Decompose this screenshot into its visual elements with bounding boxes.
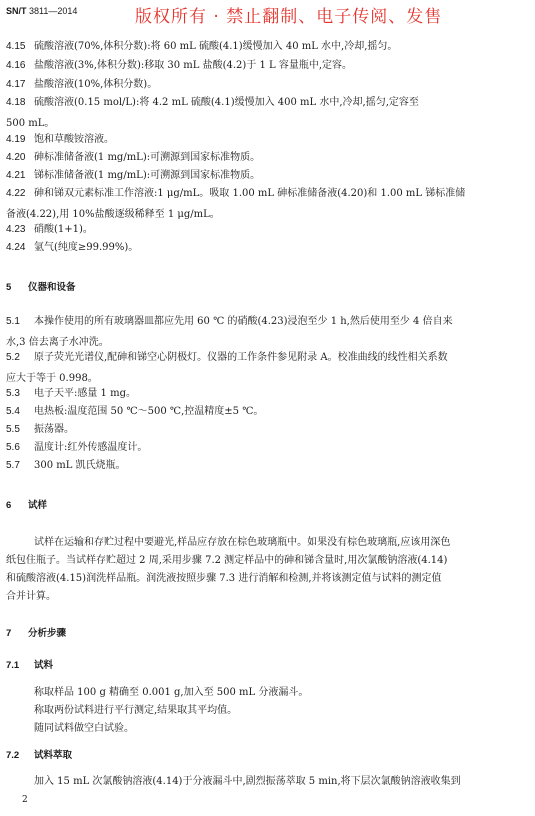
list-item bbox=[6, 441, 147, 454]
item-text-continued: 应大于等于 0.998。 bbox=[6, 373, 98, 384]
list-item bbox=[6, 96, 419, 109]
list-item bbox=[6, 387, 136, 400]
paragraph-line: 纸包住瓶子。当试样存贮超过 2 周,采用步骤 7.2 测定样品中的砷和锑含量时,用次氯酸钠溶液(4.14) bbox=[6, 555, 448, 566]
list-item bbox=[6, 351, 448, 364]
copyright-watermark: 版权所有 · 禁止翻制、电子传阅、发售 bbox=[135, 7, 443, 27]
item-number: 4.24 bbox=[6, 242, 26, 253]
section-heading bbox=[6, 625, 66, 639]
list-item bbox=[6, 241, 138, 254]
item-number: 5.6 bbox=[6, 442, 20, 453]
section-title: 试样 bbox=[28, 500, 48, 511]
list-item bbox=[6, 315, 453, 328]
item-text: 氩气(纯度≥99.99%)。 bbox=[34, 242, 139, 253]
standard-number bbox=[6, 6, 77, 16]
paragraph-line: 和硫酸溶液(4.15)润洗样品瓶。润洗液按照步骤 7.3 进行消解和检测,并将该测定值与试料的测定值 bbox=[6, 573, 442, 584]
item-text: 温度计:红外传感温度计。 bbox=[34, 442, 148, 453]
item-text: 硫酸溶液(70%,体积分数):将 60 mL 硫酸(4.1)缓慢加入 40 mL 水中,冷却,摇匀。 bbox=[34, 41, 398, 52]
item-text: 硫酸溶液(0.15 mol/L):将 4.2 mL 硫酸(4.1)缓慢加入 400 mL 水中,冷却,摇匀,定容至 bbox=[34, 97, 419, 108]
subsection-heading bbox=[6, 657, 53, 671]
list-item bbox=[6, 459, 126, 472]
paragraph-line: 试样在运输和存贮过程中要避光,样品应存放在棕色玻璃瓶中。如果没有棕色玻璃瓶,应该用深色 bbox=[34, 537, 451, 548]
item-text: 振荡器。 bbox=[34, 424, 74, 435]
section-heading bbox=[6, 497, 47, 511]
section-heading bbox=[6, 279, 76, 293]
item-number: 4.18 bbox=[6, 97, 26, 108]
item-number: 4.16 bbox=[6, 60, 26, 71]
item-number: 4.17 bbox=[6, 79, 26, 90]
paragraph-line: 称取两份试料进行平行测定,结果取其平均值。 bbox=[34, 705, 238, 716]
item-number: 4.21 bbox=[6, 170, 26, 181]
item-number: 5.3 bbox=[6, 388, 20, 399]
standard-code: 3811—2014 bbox=[29, 6, 78, 16]
item-number: 4.19 bbox=[6, 134, 26, 145]
item-text: 砷标准储备液(1 mg/mL):可溯源到国家标准物质。 bbox=[34, 152, 261, 163]
section-number: 7 bbox=[6, 628, 12, 639]
item-number: 5.1 bbox=[6, 316, 20, 327]
subsection-number: 7.2 bbox=[6, 750, 20, 761]
item-text-continued: 备液(4.22),用 10%盐酸逐级稀释至 1 μg/mL。 bbox=[6, 209, 220, 220]
item-number: 5.5 bbox=[6, 424, 20, 435]
paragraph-line: 称取样品 100 g 精确至 0.001 g,加入至 500 mL 分液漏斗。 bbox=[34, 687, 309, 698]
section-number: 6 bbox=[6, 500, 12, 511]
list-item bbox=[6, 187, 465, 200]
list-item bbox=[6, 223, 93, 236]
item-text: 盐酸溶液(3%,体积分数):移取 30 mL 盐酸(4.2)于 1 L 容量瓶中,定容。 bbox=[34, 60, 353, 71]
list-item bbox=[6, 40, 397, 53]
section-number: 5 bbox=[6, 282, 12, 293]
item-text: 本操作使用的所有玻璃器皿都应先用 60 ℃ 的硝酸(4.23)浸泡至少 1 h,然后使用至少 4 倍自来 bbox=[34, 316, 453, 327]
paragraph-line: 合并计算。 bbox=[6, 591, 56, 602]
item-number: 4.23 bbox=[6, 224, 26, 235]
item-number: 5.4 bbox=[6, 406, 20, 417]
list-item bbox=[6, 169, 260, 182]
item-text: 饱和草酸铵溶液。 bbox=[34, 134, 114, 145]
item-text: 电热板:温度范围 50 ℃～500 ℃,控温精度±5 ℃。 bbox=[34, 406, 264, 417]
list-item bbox=[6, 405, 263, 418]
subsection-heading bbox=[6, 747, 72, 761]
section-title: 仪器和设备 bbox=[28, 282, 76, 293]
item-text-continued: 500 mL。 bbox=[6, 118, 55, 129]
item-number: 4.20 bbox=[6, 152, 26, 163]
item-text: 原子荧光光谱仪,配砷和锑空心阴极灯。仪器的工作条件参见附录 A。校准曲线的线性相关系数 bbox=[34, 352, 448, 363]
list-item bbox=[6, 151, 260, 164]
subsection-title: 试料 bbox=[34, 660, 54, 671]
standard-prefix: SN/T bbox=[6, 6, 27, 16]
subsection-title: 试料萃取 bbox=[34, 750, 73, 761]
item-text: 锑标准储备液(1 mg/mL):可溯源到国家标准物质。 bbox=[34, 170, 261, 181]
paragraph-line: 加入 15 mL 次氯酸钠溶液(4.14)于分液漏斗中,剧烈振荡萃取 5 min,将下层次氯酸钠溶液收集到 bbox=[34, 776, 461, 787]
list-item bbox=[6, 78, 157, 91]
item-number: 5.2 bbox=[6, 352, 20, 363]
list-item bbox=[6, 133, 114, 146]
section-title: 分析步骤 bbox=[28, 628, 67, 639]
list-item bbox=[6, 423, 74, 436]
subsection-number: 7.1 bbox=[6, 660, 20, 671]
item-text: 300 mL 凯氏烧瓶。 bbox=[34, 460, 126, 471]
item-text-continued: 水,3 倍去离子水冲洗。 bbox=[6, 337, 109, 348]
item-text: 电子天平:感量 1 mg。 bbox=[34, 388, 136, 399]
item-text: 硝酸(1+1)。 bbox=[34, 224, 93, 235]
paragraph-line: 随同试料做空白试验。 bbox=[34, 723, 134, 734]
item-text: 盐酸溶液(10%,体积分数)。 bbox=[34, 79, 158, 90]
item-text: 砷和锑双元素标准工作溶液:1 μg/mL。吸取 1.00 mL 砷标准储备液(4.20)和 1.00 mL 锑标准储 bbox=[34, 188, 466, 199]
list-item bbox=[6, 59, 352, 72]
item-number: 4.22 bbox=[6, 188, 26, 199]
item-number: 5.7 bbox=[6, 460, 20, 471]
page-number: 2 bbox=[22, 795, 28, 805]
item-number: 4.15 bbox=[6, 41, 26, 52]
